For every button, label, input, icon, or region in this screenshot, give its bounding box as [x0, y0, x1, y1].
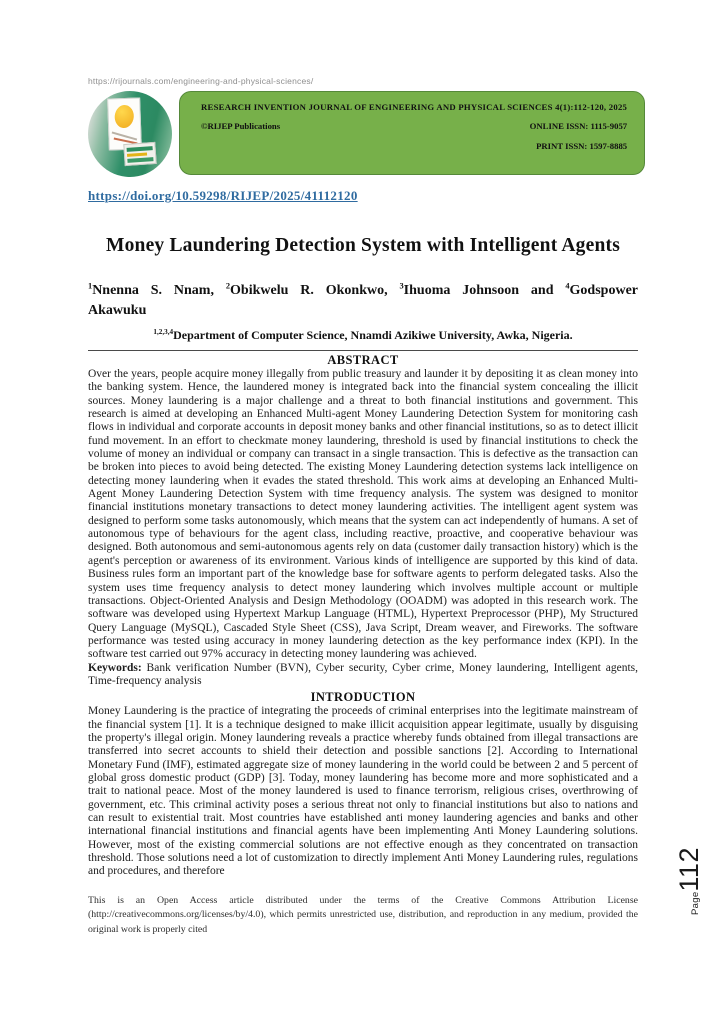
keywords-text: Bank verification Number (BVN), Cyber security, Cyber crime, Money laundering, Intelligent agents, Time-frequency analysis — [88, 661, 638, 687]
abstract-body: Over the years, people acquire money illegally from public treasury and launder it by depositing it as clean money into the banking system. Hence, the laundered money is integrated back into the financial system concealing the illicit sources. Money laundering is a major challenge and a threat to both financial institutions and government. This research is aimed at developing an Enhanced Multi-agent Money Laundering Detection System for monitoring cash flows in individual and corporate accounts in deposit money banks and other financial institutions, so as to detect illicit fund movement. In an effort to checkmate money laundering, threshold is used by financial institutions to check the volume of money an individual or company can transact in a single transaction. This is defective as the transaction can be broken into pieces to avoid being detected. The existing Money Laundering detection systems lack intelligence on detecting money laundering when it evades the stated threshold. This work aims at developing an Enhanced Multi-Agent Money Laundering Detection System with time frequency analysis. The system was designed to monitor financial institutions monetary transactions to detect money laundering activities. The intelligent agent system was designed to perform some tasks autonomously, which means that the system can act independently of humans. A set of autonomous type of behaviours for the agent class, including reactive, proactive, and cooperative behaviour was designed. Both autonomous and semi-autonomous agents rely on data (customer daily transaction history) which is the agent's perception or awareness of its environment. Various kinds of intelligence are supported by this kind of data. Business rules form an important part of the knowledge base for software agents to perform delegated tasks. Also the system uses time frequency analysis to detect money laundering which involves multiple account or multiple transactions. Object-Oriented Analysis and Design Methodology (OOADM) was adopted in this research work. The software was developed using Hypertext Markup Language (HTML), Hypertext Preprocessor (PHP), My Structured Query Language (MySQL), Cascaded Style Sheet (CSS), Java Script, Dream weaver, and Fireworks. The software performance was tested using accuracy in money laundering detection as the key performance index (KPI). In the software test carried out 97% accuracy in detecting money laundering was achieved. — [88, 368, 638, 661]
egg-icon — [114, 104, 135, 129]
author: $^2$Obikwelu R. Okonkwo, — [225, 281, 388, 298]
online-issn: ONLINE ISSN: 1115-9057 — [529, 121, 628, 131]
page-number-prefix: Page — [690, 891, 701, 915]
journal-stack-icon — [123, 142, 156, 166]
page-number-value: 112 — [674, 847, 704, 892]
introduction-heading: INTRODUCTION — [310, 690, 416, 705]
print-issn: PRINT ISSN: 1597-8885 — [536, 141, 628, 151]
journal-logo-image — [88, 91, 172, 177]
article-title: Money Laundering Detection System with Intelligent Agents — [105, 235, 621, 256]
page-number-label — [674, 844, 704, 918]
author: $^3$Ihuoma Johnsoon and — [399, 281, 554, 298]
author: $^1$Nnenna S. Nnam, — [88, 281, 214, 298]
affiliation: $^{1,2,3,4}$Department of Computer Science, Nnamdi Azikiwe University, Awka, Nigeria. — [153, 328, 573, 342]
license-note: This is an Open Access article distributed under the terms of the Creative Commons Attribution License (http://creativecommons.org/licenses/by/4.0), which permits unrestricted use, distribution, and reproduction in any medium, provided the original work is properly cited — [88, 894, 638, 935]
doi-line — [88, 187, 638, 205]
abstract-heading: ABSTRACT — [327, 353, 399, 367]
journal-name: RESEARCH INVENTION JOURNAL OF ENGINEERING AND PHYSICAL SCIENCES 4(1):112-120, 2025 — [201, 102, 628, 112]
author: $^4$Godspower — [565, 281, 638, 298]
introduction-body: Money Laundering is the practice of integrating the proceeds of criminal enterprises into the legitimate mainstream of the financial system [1]. It is a technique designed to make illicit acquisition appear legitimate, usually by disguising the property's illegal origin. Money laundering reveals a practice whereby funds obtained from illegal transactions are transferred into secret accounts to shield their detection and possible sanctions [2]. According to International Monetary Fund (IMF), estimated aggregate size of money laundering in the world could be between 2 and 5 percent of global gross domestic product (GDP) [3]. Today, money laundering has become more and more sophisticated and a trait to national peace. Most of the money laundered is used to finance terrorism, religious crises, overthrowing of government, etc. This criminal activity poses a serious threat not only to financial institutions but also to nations and can result to existential trait. Most countries have established anti money laundering agencies and banks and other international financial institutions and financial agents have been implementing Anti Money Laundering solutions. However, most of the existing commercial solutions are not effective enough as they concentrated on transaction threshold. Those solutions need a lot of customization to directly implement Anti Money Laundering rules, regulations and procedures, and therefore — [88, 705, 638, 878]
keywords-label: Keywords: — [88, 661, 142, 674]
divider — [88, 350, 638, 351]
publisher: ©RIJEP Publications — [201, 121, 281, 131]
source-url: https://rijournals.com/engineering-and-physical-sciences/ — [88, 76, 314, 86]
authors-line — [88, 281, 638, 301]
journal-header — [88, 91, 638, 177]
journal-banner — [179, 91, 645, 175]
authors-line-2: Akawuku — [88, 303, 147, 318]
doi-link[interactable]: https://doi.org/10.59298/RIJEP/2025/41112120 — [88, 188, 358, 203]
keywords-line — [88, 662, 638, 689]
